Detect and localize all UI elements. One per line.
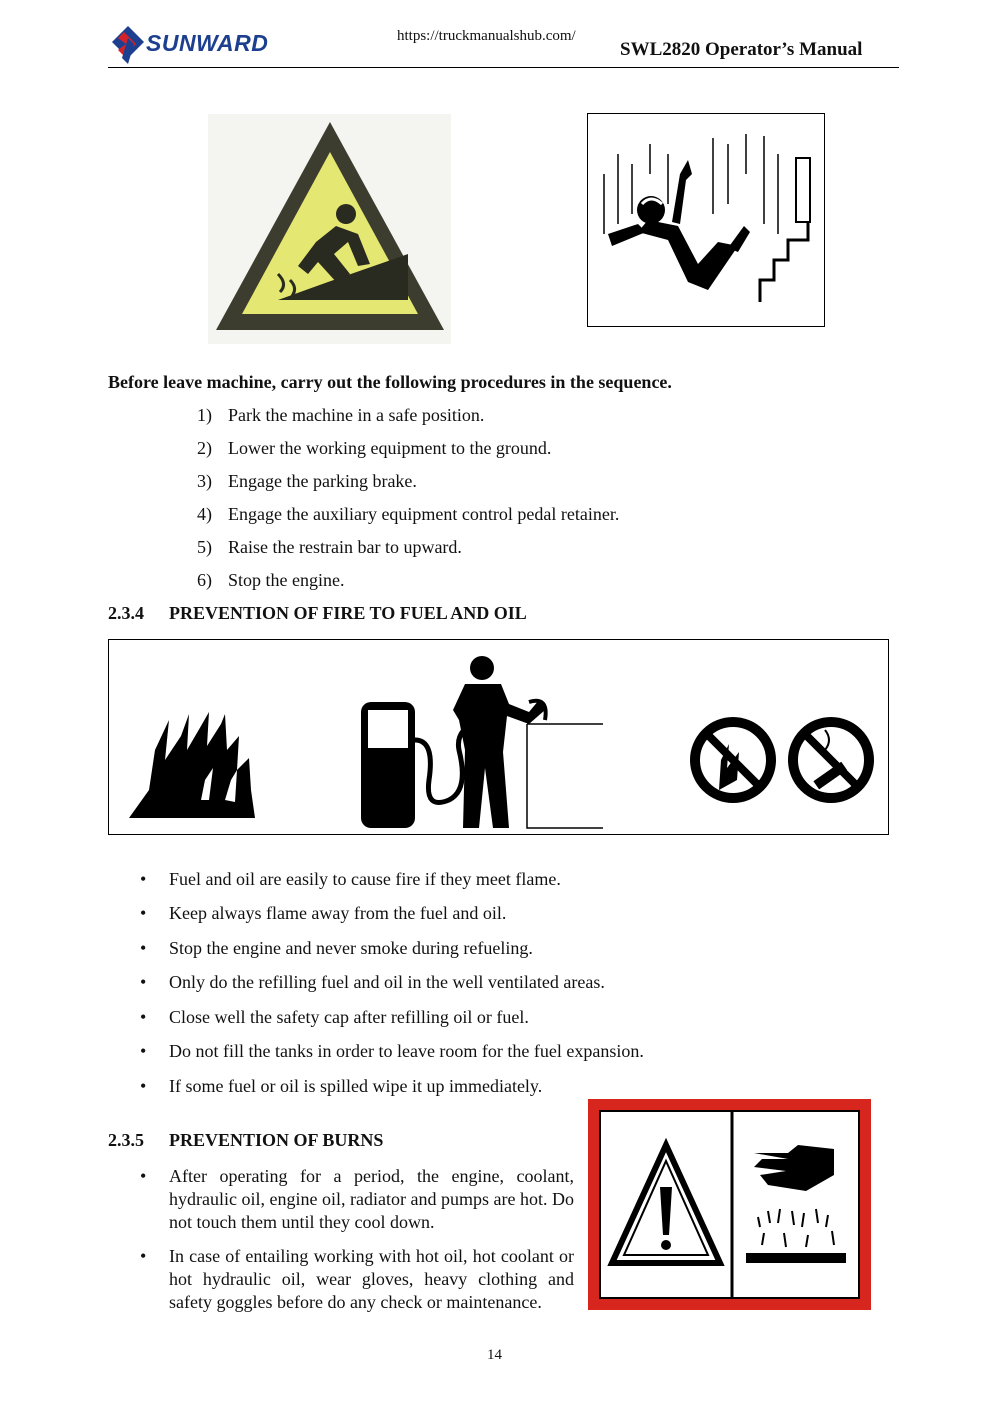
refueling-person-icon <box>453 656 546 828</box>
list-item-text: After operating for a period, the engine, coolant, hydraulic oil, engine oil, radiator and pumps are hot. Do not touch them until they cool down. <box>169 1166 574 1232</box>
section-heading-burns <box>108 1130 383 1151</box>
procedure-lead: Before leave machine, carry out the following procedures in the sequence. <box>108 372 672 392</box>
step-number: 6) <box>197 570 212 590</box>
procedure-step <box>197 438 551 459</box>
bullet-icon: • <box>140 1076 147 1096</box>
bullet-icon: • <box>140 903 147 923</box>
section-heading-fire <box>108 603 527 624</box>
procedure-step <box>197 405 484 426</box>
step-number: 3) <box>197 471 212 491</box>
step-text: Lower the working equipment to the ground. <box>228 438 552 458</box>
section-number: 2.3.5 <box>108 1130 144 1150</box>
list-item-text: Stop the engine and never smoke during refueling. <box>169 938 533 958</box>
step-number: 1) <box>197 405 212 425</box>
step-number: 5) <box>197 537 212 557</box>
section-number: 2.3.4 <box>108 603 144 623</box>
bullet-icon: • <box>140 972 147 992</box>
slip-warning-icon <box>208 114 451 344</box>
procedure-step <box>197 570 344 591</box>
list-item-text: Close well the safety cap after refilling oil or fuel. <box>169 1007 529 1027</box>
fire-fuel-icons <box>109 640 888 834</box>
source-url[interactable]: https://truckmanualshub.com/ <box>397 28 576 44</box>
list-item-text: Do not fill the tanks in order to leave room for the fuel expansion. <box>169 1041 644 1061</box>
list-item-text: Fuel and oil are easily to cause fire if they meet flame. <box>169 869 561 889</box>
burn-warning-icon <box>588 1099 871 1310</box>
bullet-icon: • <box>140 1007 147 1027</box>
sunward-logo-mark-icon <box>108 24 148 66</box>
fire-prevention-pictograms <box>108 639 889 835</box>
logo-text: SUNWARD <box>146 30 269 56</box>
page-number: 14 <box>487 1347 502 1363</box>
procedure-step <box>197 537 462 558</box>
list-item-text: If some fuel or oil is spilled wipe it up immediately. <box>169 1076 543 1096</box>
bullet-icon: • <box>140 1166 147 1186</box>
manual-title: SWL2820 Operator’s Manual <box>620 39 863 60</box>
bullet-icon: • <box>140 1246 147 1266</box>
section-title: PREVENTION OF FIRE TO FUEL AND OIL <box>169 603 527 623</box>
list-item-text: Keep always flame away from the fuel and oil. <box>169 903 507 923</box>
section-title: PREVENTION OF BURNS <box>169 1130 384 1150</box>
step-text: Park the machine in a safe position. <box>228 405 485 425</box>
flame-icon <box>129 712 255 818</box>
hot-surface-warning-sign <box>588 1099 871 1310</box>
step-text: Engage the auxiliary equipment control pedal retainer. <box>228 504 620 524</box>
falling-person-icon <box>588 114 824 326</box>
list-item-text: In case of entailing working with hot oil, hot coolant or hot hydraulic oil, wear gloves, heavy clothing and safety goggles before do any check or maintenance. <box>169 1246 574 1312</box>
list-item-text: Only do the refilling fuel and oil in the well ventilated areas. <box>169 972 605 992</box>
procedure-step <box>197 504 619 525</box>
slip-hazard-sign <box>208 114 451 344</box>
fall-hazard-sign <box>587 113 825 327</box>
bullet-icon: • <box>140 938 147 958</box>
step-text: Raise the restrain bar to upward. <box>228 537 462 557</box>
step-text: Engage the parking brake. <box>228 471 417 491</box>
step-text: Stop the engine. <box>228 570 345 590</box>
bullet-icon: • <box>140 1041 147 1061</box>
step-number: 4) <box>197 504 212 524</box>
no-open-flame-icon <box>695 722 771 798</box>
no-smoking-icon <box>793 722 869 798</box>
step-number: 2) <box>197 438 212 458</box>
bullet-icon: • <box>140 869 147 889</box>
header-divider <box>108 67 899 68</box>
procedure-step <box>197 471 417 492</box>
